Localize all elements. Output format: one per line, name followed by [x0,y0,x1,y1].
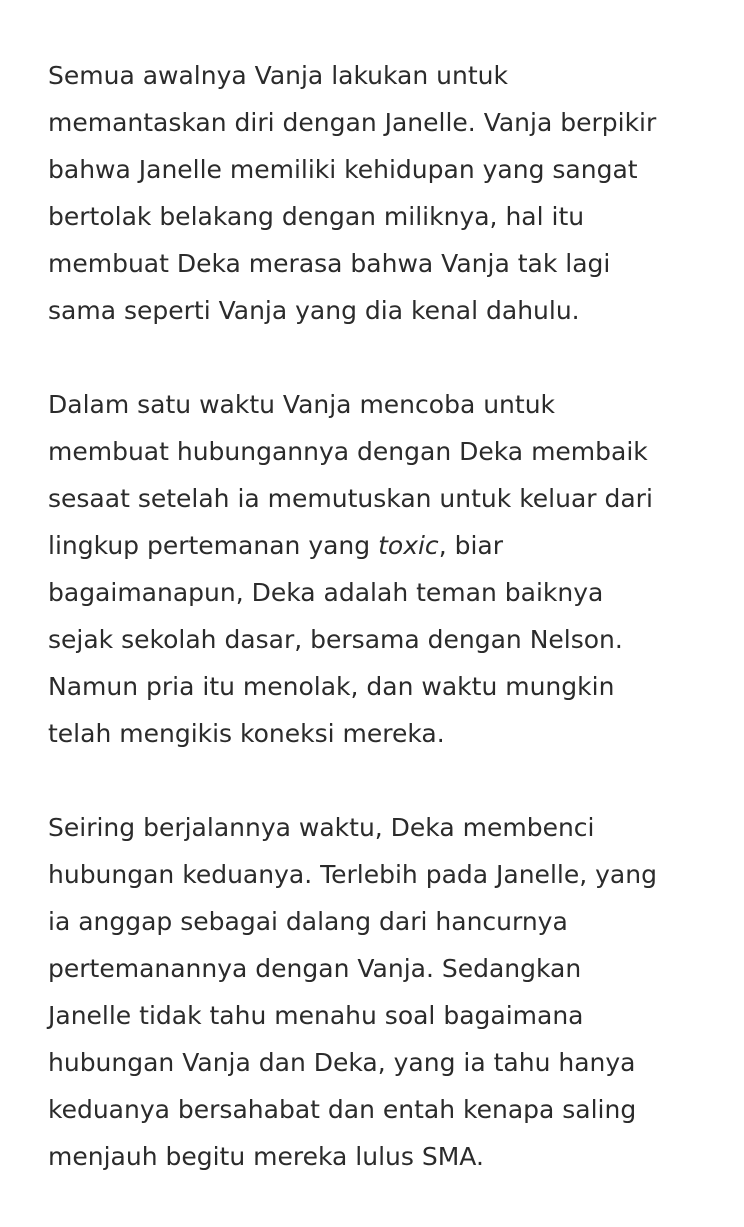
text-line: bagaimanapun, Deka adalah teman baiknya [48,578,604,607]
text-line: membuat Deka merasa bahwa Vanja tak lagi [48,249,611,278]
text-line: memantaskan diri dengan Janelle. Vanja berpikir [48,108,657,137]
text-line: ia anggap sebagai dalang dari hancurnya [48,907,568,936]
text-line: hubungan Vanja dan Deka, yang ia tahu hanya [48,1048,636,1077]
text-line: pertemanannya dengan Vanja. Sedangkan [48,954,582,983]
text-line: sesaat setelah ia memutuskan untuk keluar dari [48,484,653,513]
text-line: keduanya bersahabat dan entah kenapa saling [48,1095,637,1124]
text-line: Namun pria itu menolak, dan waktu mungkin [48,672,615,701]
text-line-with-emphasis [48,522,720,569]
text-line: membuat hubungannya dengan Deka membaik [48,437,648,466]
line-text-after: , biar [438,531,503,560]
text-line: menjauh begitu mereka lulus SMA. [48,1142,484,1171]
text-line: Dalam satu waktu Vanja mencoba untuk [48,390,556,419]
text-line: Seiring berjalannya waktu, Deka membenci [48,813,595,842]
text-line: hubungan keduanya. Terlebih pada Janelle, yang [48,860,657,889]
text-line: sejak sekolah dasar, bersama dengan Nelson. [48,625,623,654]
text-line: bertolak belakang dengan miliknya, hal itu [48,202,585,231]
text-line: telah mengikis koneksi mereka. [48,719,445,748]
text-line: Semua awalnya Vanja lakukan untuk [48,61,508,90]
line-text-before: lingkup pertemanan yang [48,531,379,560]
paragraph-1 [48,52,720,334]
text-line: Janelle tidak tahu menahu soal bagaimana [48,1001,584,1030]
paragraph-2 [48,381,720,757]
paragraph-3 [48,804,720,1180]
emphasized-word: toxic [378,531,439,560]
text-line: bahwa Janelle memiliki kehidupan yang sangat [48,155,638,184]
document-body [48,52,720,1227]
text-line: sama seperti Vanja yang dia kenal dahulu. [48,296,580,325]
